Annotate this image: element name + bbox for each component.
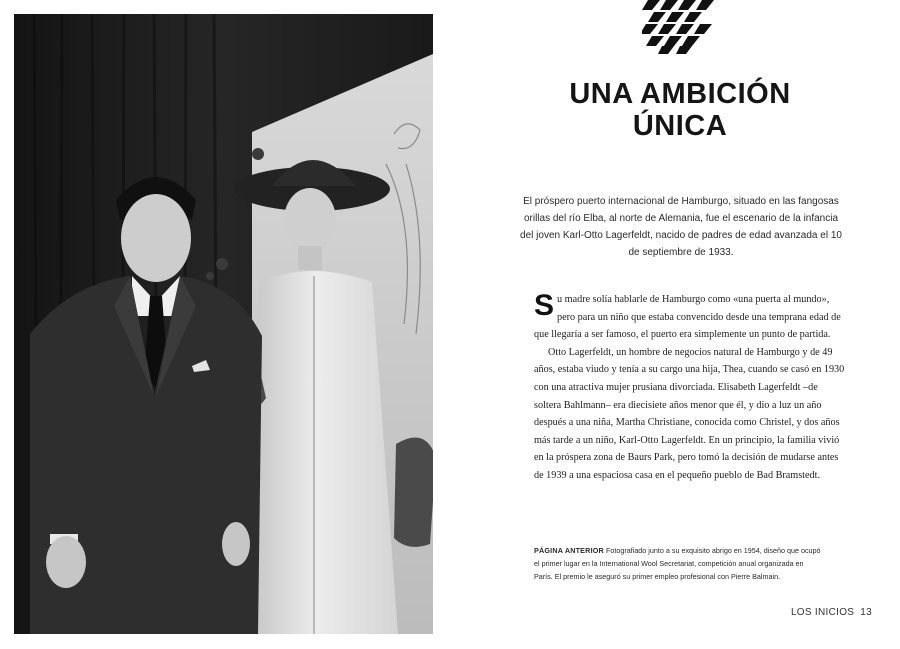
caption-text: Fotografiado junto a su exquisito abrigo en 1954, diseño que ocupó el primer lugar en la International Wool Secretariat, competición anual organizada en París. El premio le aseguró su primer empleo profesional con Pierre Balmain. [534, 546, 821, 581]
chapter-title [520, 78, 840, 142]
folio-section: LOS INICIOS [790, 607, 855, 618]
page-number: 13 [860, 607, 872, 618]
photograph [14, 14, 433, 634]
chapter-title-line1: UNA AMBICIÓN [569, 78, 791, 110]
body-paragraph-1-text: u madre solía hablarle de Hamburgo como «una puerta al mundo», pero para un niño que estaba convencido desde una temprana edad de que llegaría a ser famoso, el puerto era simplemente un punto de partida. [534, 294, 841, 341]
folio [791, 607, 872, 618]
drop-cap: S [534, 289, 555, 322]
houndstooth-pattern-icon [642, 0, 714, 56]
photo-illustration [14, 14, 433, 634]
photo-caption [534, 544, 824, 583]
chapter-title-line2: ÚNICA [632, 110, 728, 142]
intro-paragraph: El próspero puerto internacional de Hamburgo, situado en las fangosas orillas del río Elba, al norte de Alemania, fue el escenario de la infancia del joven Karl-Otto Lagerfeldt, nacido de padres de edad avanzada el 10 de septiembre de 1933. [520, 196, 842, 258]
body-paragraph-1 [534, 291, 846, 344]
body-text [534, 291, 846, 485]
caption-lead: PÁGINA ANTERIOR [534, 546, 604, 555]
body-paragraph-2: Otto Lagerfeldt, un hombre de negocios natural de Hamburgo y de 49 años, estaba viudo y tenía a su cargo una hija, Thea, cuando se casó en 1930 con una atractiva mujer prusiana divorciada. Elisabeth Lagerfeldt –de soltera Bahlmann– era diecisiete años menor que él, y dio a luz un año después a una niña, Martha Christiane, conocida como Christel, y dos años más tarde a un niño, Karl-Otto Lagerfeldt. En un principio, la familia vivió en la próspera zona de Baurs Park, pero tomó la decisión de mudarse antes de 1939 a una espaciosa casa en el pequeño pueblo de Bad Bramstedt. [534, 346, 845, 481]
